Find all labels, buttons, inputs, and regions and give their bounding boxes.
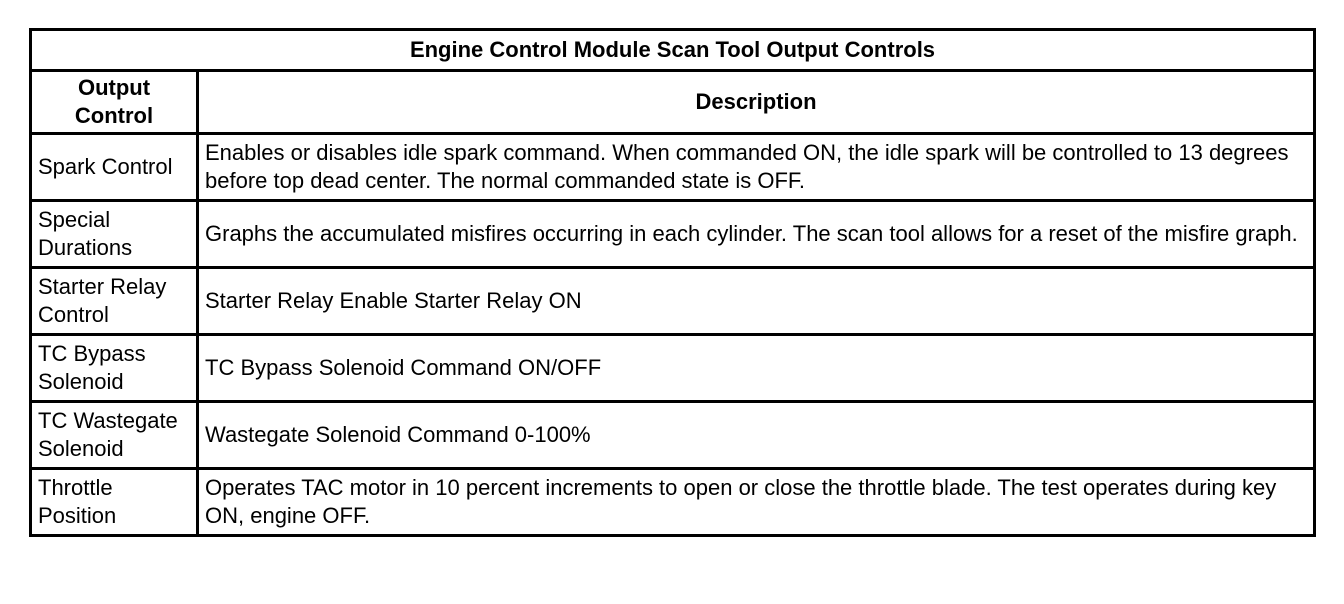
row-description-cell: Operates TAC motor in 10 percent increments to open or close the throttle blade. The test operates during key ON, engine OFF. [198, 469, 1315, 536]
row-description-cell: Wastegate Solenoid Command 0-100% [198, 402, 1315, 469]
row-control-cell: Starter Relay Control [31, 268, 198, 335]
header-output-control: Output Control [31, 71, 198, 134]
output-controls-table-container [29, 28, 1316, 537]
table-row [31, 402, 1315, 469]
row-control-cell: Special Durations [31, 201, 198, 268]
table-row [31, 134, 1315, 201]
row-control-cell: TC Bypass Solenoid [31, 335, 198, 402]
table-title: Engine Control Module Scan Tool Output Controls [31, 30, 1315, 71]
table-row [31, 335, 1315, 402]
row-control-cell: Throttle Position [31, 469, 198, 536]
row-description-cell: Graphs the accumulated misfires occurring in each cylinder. The scan tool allows for a reset of the misfire graph. [198, 201, 1315, 268]
table-row [31, 268, 1315, 335]
row-control-cell: Spark Control [31, 134, 198, 201]
row-description-cell: Starter Relay Enable Starter Relay ON [198, 268, 1315, 335]
table-row [31, 201, 1315, 268]
table-header-row [31, 71, 1315, 134]
row-description-cell: Enables or disables idle spark command. When commanded ON, the idle spark will be controlled to 13 degrees before top dead center. The normal commanded state is OFF. [198, 134, 1315, 201]
table-title-row [31, 30, 1315, 71]
row-description-cell: TC Bypass Solenoid Command ON/OFF [198, 335, 1315, 402]
table-row [31, 469, 1315, 536]
header-description: Description [198, 71, 1315, 134]
output-controls-table [29, 28, 1316, 537]
row-control-cell: TC Wastegate Solenoid [31, 402, 198, 469]
